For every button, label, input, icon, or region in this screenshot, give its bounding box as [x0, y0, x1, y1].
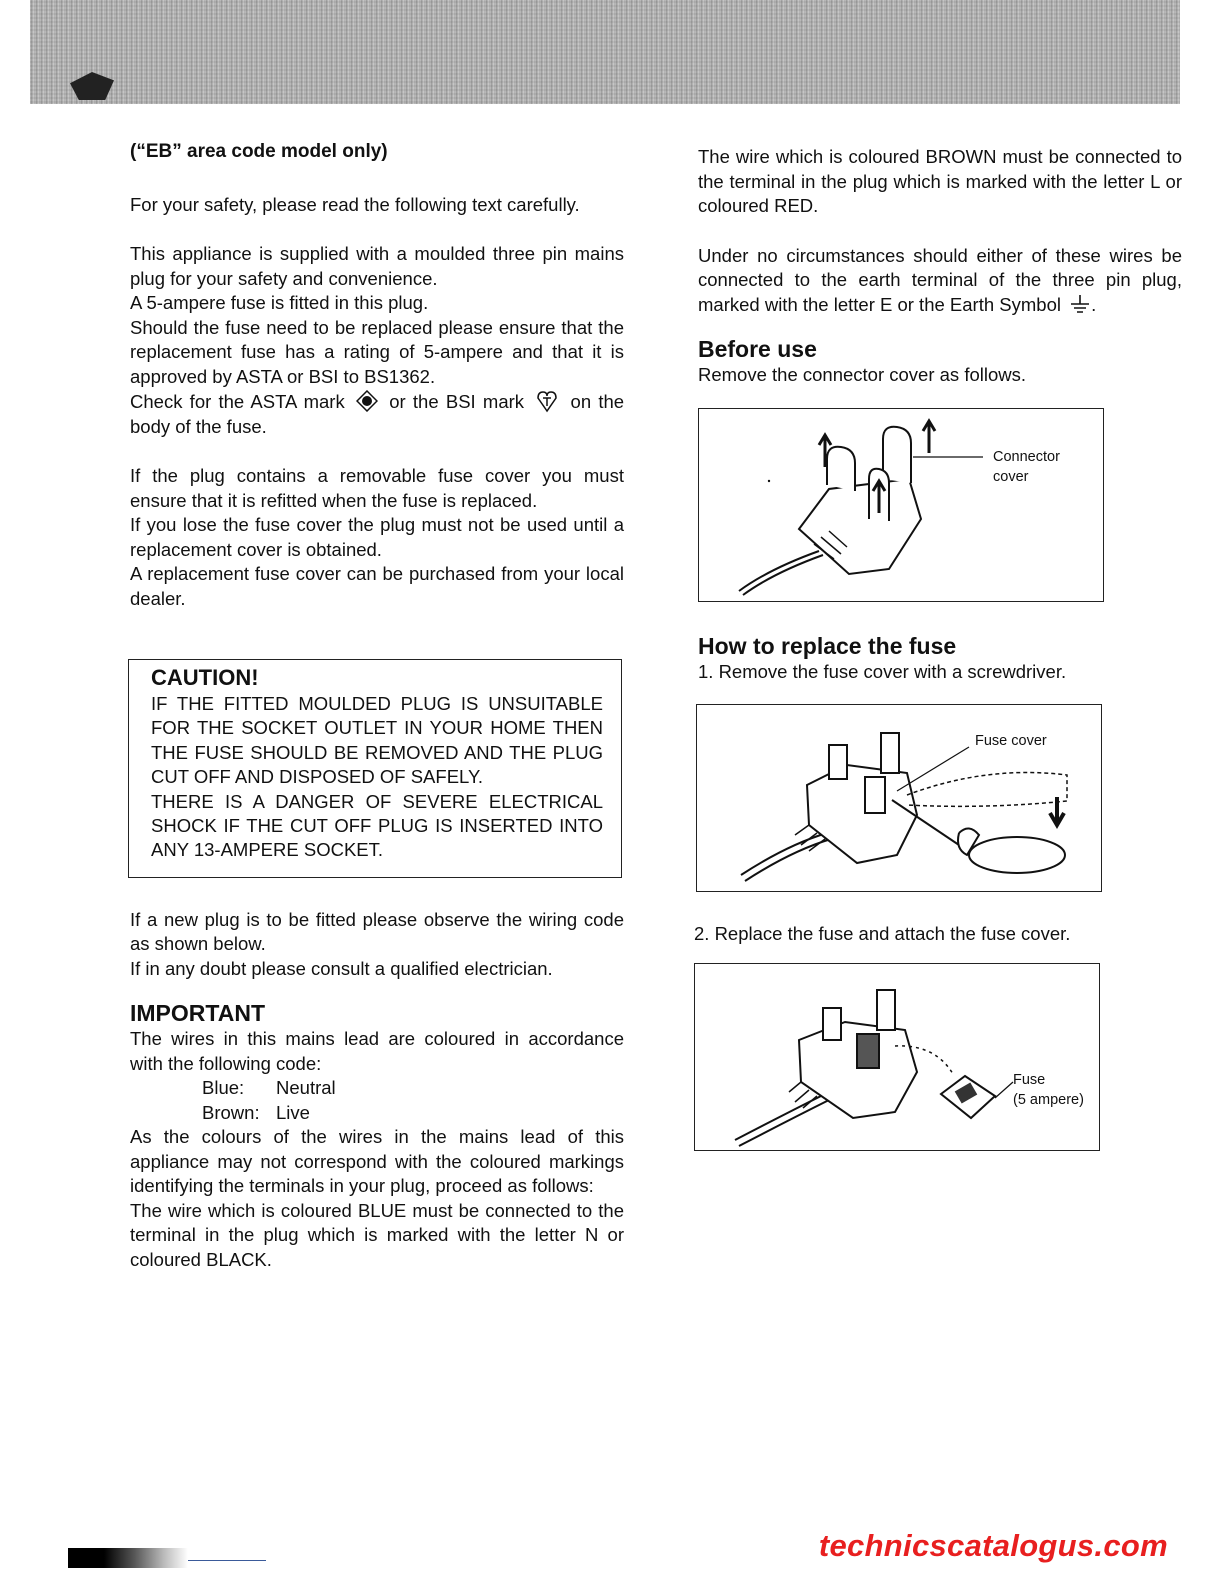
fuse-paragraph: A 5-ampere fuse is fitted in this plug. — [130, 292, 429, 313]
electrician-paragraph: If in any doubt please consult a qualified electrician. — [130, 957, 553, 979]
mark-paragraph — [130, 389, 624, 439]
earth-symbol-icon — [1069, 294, 1091, 314]
step-2-text: 2. Replace the fuse and attach the fuse cover. — [694, 923, 1071, 944]
step-1-text: 1. Remove the fuse cover with a screwdriver. — [698, 660, 1067, 682]
bsi-text: or the BSI mark — [389, 391, 525, 412]
area-code-note: (“EB” area code model only) — [130, 141, 388, 162]
caution-box — [128, 659, 622, 878]
before-use-text: Remove the connector cover as follows. — [698, 364, 1027, 385]
fuse-illustration — [695, 964, 1099, 1150]
fuse-cover-label: Fuse cover — [975, 733, 1047, 749]
asta-mark-icon — [356, 390, 378, 412]
lost-cover-paragraph: If you lose the fuse cover the plug must not be used until a replacement cover is obtained. — [130, 514, 624, 560]
fuse-body-text: on the body of the fuse. — [130, 391, 625, 437]
replace-fuse-title: How to replace the fuse — [698, 632, 957, 659]
wire-code-brown: Brown: Live — [202, 1101, 310, 1123]
bsi-mark-icon — [535, 389, 559, 413]
fuse-label: Fuse (5 ampere) — [1013, 1071, 1084, 1108]
fuse-cover-paragraph: If the plug contains a removable fuse cover you must ensure that it is refitted when the fuse is replaced. — [130, 465, 624, 511]
brown-wire-paragraph: The wire which is coloured BROWN must be connected to the terminal in the plug which is marked with the letter L or coloured RED. — [698, 146, 1182, 216]
wire-code-list — [130, 1076, 624, 1125]
connector-cover-figure — [698, 408, 1104, 602]
blue-wire-paragraph: The wire which is coloured BLUE must be connected to the terminal in the plug which is marked with the letter N or coloured BLACK. — [130, 1199, 624, 1270]
footer-rule — [188, 1560, 266, 1561]
dealer-paragraph: A replacement fuse cover can be purchased from your local dealer. — [130, 563, 624, 609]
safety-intro: For your safety, please read the following text carefully. — [130, 193, 580, 215]
important-title: IMPORTANT — [130, 1000, 266, 1027]
header-band — [30, 0, 1180, 104]
footer-mark — [68, 1548, 188, 1568]
new-plug-paragraph: If a new plug is to be fitted please observe the wiring code as shown below. — [130, 908, 624, 955]
asta-text: Check for the ASTA mark — [130, 391, 345, 412]
connector-cover-label: Connector cover — [993, 448, 1060, 485]
right-column — [694, 145, 1188, 1151]
fuse-figure — [694, 963, 1100, 1151]
caution-text-2: THERE IS A DANGER OF SEVERE ELECTRICAL SHOCK IF THE CUT OFF PLUG IS INSERTED INTO ANY 13-AMPERE SOCKET. — [151, 790, 603, 861]
colours-paragraph: As the colours of the wires in the mains lead of this appliance may not correspond with the coloured markings identifying the terminals in your plug, proceed as follows: — [130, 1126, 624, 1197]
left-column — [130, 140, 624, 1272]
caution-title: CAUTION! — [151, 665, 259, 690]
replace-paragraph: Should the fuse need to be replaced please ensure that the replacement fuse has a rating of 5-ampere and that it is approved by ASTA or BSI to BS1362. — [130, 316, 624, 387]
connector-cover-illustration — [699, 409, 1103, 601]
plug-paragraph: This appliance is supplied with a moulded three pin mains plug for your safety and convenience. — [130, 243, 624, 289]
watermark: technicscatalogus.com — [818, 1528, 1168, 1563]
caution-text-1: IF THE FITTED MOULDED PLUG IS UNSUITABLE FOR THE SOCKET OUTLET IN YOUR HOME THEN THE FUSE SHOULD BE REMOVED AND THE PLUG CUT OFF AND DISPOSED OF SAFELY. — [151, 693, 603, 788]
wire-code-blue: Blue: Neutral — [202, 1077, 336, 1099]
earth-paragraph: Under no circumstances should either of these wires be connected to the earth terminal of the three pin plug, marked with the letter E or the Earth Symbol . — [698, 244, 1182, 315]
fuse-cover-figure — [696, 704, 1102, 892]
important-text: The wires in this mains lead are coloured in accordance with the following code: — [130, 1028, 624, 1074]
before-use-title: Before use — [698, 336, 817, 362]
corner-mark — [70, 72, 114, 100]
